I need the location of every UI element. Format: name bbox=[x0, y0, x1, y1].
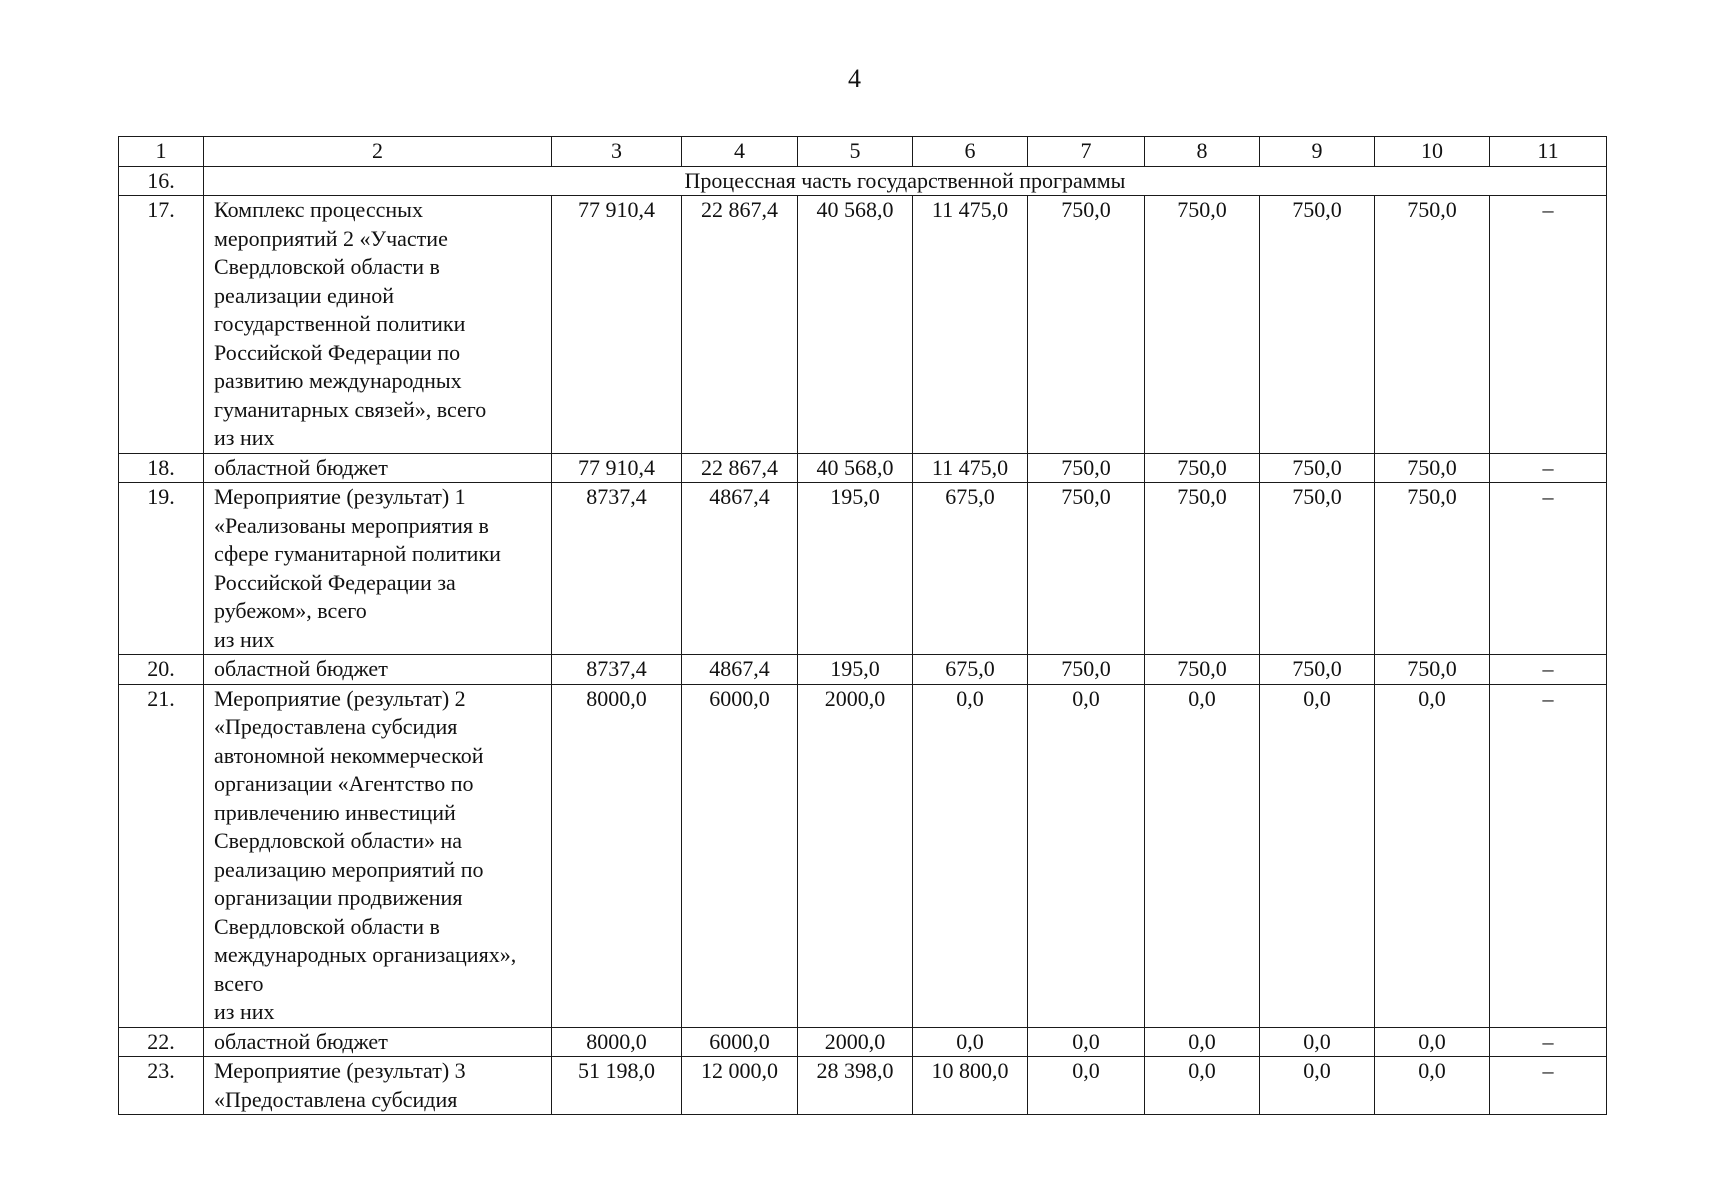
column-number: 8 bbox=[1145, 137, 1260, 167]
value-cell: 22 867,4 bbox=[682, 453, 798, 483]
table-row bbox=[119, 453, 1607, 483]
value-cell: 4867,4 bbox=[682, 483, 798, 655]
value-cell: – bbox=[1490, 196, 1607, 454]
value-cell: 0,0 bbox=[1375, 684, 1490, 1027]
value-cell: 750,0 bbox=[1375, 196, 1490, 454]
value-cell: 8000,0 bbox=[552, 684, 682, 1027]
value-cell: 0,0 bbox=[1145, 1027, 1260, 1057]
value-cell: 750,0 bbox=[1145, 655, 1260, 685]
value-cell: 0,0 bbox=[1145, 684, 1260, 1027]
value-cell: 750,0 bbox=[1028, 196, 1145, 454]
row-number: 20. bbox=[119, 655, 204, 685]
value-cell: 4867,4 bbox=[682, 655, 798, 685]
row-name bbox=[204, 483, 552, 655]
section-row bbox=[119, 166, 1607, 196]
value-cell: 0,0 bbox=[1375, 1057, 1490, 1115]
row-name: Мероприятие (результат) 3 «Предоставлена субсидия bbox=[204, 1057, 552, 1115]
value-cell: 6000,0 bbox=[682, 1027, 798, 1057]
row-number: 19. bbox=[119, 483, 204, 655]
row-sub-text: из них bbox=[214, 999, 275, 1024]
value-cell: 12 000,0 bbox=[682, 1057, 798, 1115]
value-cell: 750,0 bbox=[1260, 483, 1375, 655]
value-cell: – bbox=[1490, 1057, 1607, 1115]
value-cell: 750,0 bbox=[1145, 453, 1260, 483]
value-cell: – bbox=[1490, 1027, 1607, 1057]
value-cell: 750,0 bbox=[1145, 483, 1260, 655]
value-cell: 750,0 bbox=[1375, 453, 1490, 483]
row-name: областной бюджет bbox=[204, 453, 552, 483]
column-number: 5 bbox=[798, 137, 913, 167]
value-cell: 750,0 bbox=[1375, 655, 1490, 685]
value-cell: 51 198,0 bbox=[552, 1057, 682, 1115]
value-cell: 750,0 bbox=[1028, 655, 1145, 685]
value-cell: 0,0 bbox=[1375, 1027, 1490, 1057]
value-cell: 750,0 bbox=[1028, 483, 1145, 655]
column-number: 7 bbox=[1028, 137, 1145, 167]
value-cell: 675,0 bbox=[913, 483, 1028, 655]
value-cell: 0,0 bbox=[1260, 1057, 1375, 1115]
column-number: 4 bbox=[682, 137, 798, 167]
section-title: Процессная часть государственной программы bbox=[204, 166, 1607, 196]
row-number: 16. bbox=[119, 166, 204, 196]
value-cell: 28 398,0 bbox=[798, 1057, 913, 1115]
table-row bbox=[119, 684, 1607, 1027]
value-cell: – bbox=[1490, 453, 1607, 483]
value-cell: 750,0 bbox=[1145, 196, 1260, 454]
table-row bbox=[119, 655, 1607, 685]
value-cell: 750,0 bbox=[1260, 453, 1375, 483]
value-cell: 0,0 bbox=[1260, 1027, 1375, 1057]
value-cell: 6000,0 bbox=[682, 684, 798, 1027]
row-name bbox=[204, 196, 552, 454]
value-cell: 11 475,0 bbox=[913, 453, 1028, 483]
table-row bbox=[119, 196, 1607, 454]
row-name: областной бюджет bbox=[204, 1027, 552, 1057]
value-cell: – bbox=[1490, 483, 1607, 655]
column-number: 9 bbox=[1260, 137, 1375, 167]
value-cell: 195,0 bbox=[798, 483, 913, 655]
column-number: 10 bbox=[1375, 137, 1490, 167]
value-cell: 0,0 bbox=[1028, 1057, 1145, 1115]
row-number: 17. bbox=[119, 196, 204, 454]
table-row bbox=[119, 483, 1607, 655]
value-cell: 8000,0 bbox=[552, 1027, 682, 1057]
value-cell: 22 867,4 bbox=[682, 196, 798, 454]
value-cell: – bbox=[1490, 684, 1607, 1027]
row-number: 22. bbox=[119, 1027, 204, 1057]
row-sub-text: из них bbox=[214, 626, 275, 652]
column-number: 3 bbox=[552, 137, 682, 167]
value-cell: 0,0 bbox=[1028, 684, 1145, 1027]
value-cell: 2000,0 bbox=[798, 1027, 913, 1057]
value-cell: 10 800,0 bbox=[913, 1057, 1028, 1115]
value-cell: 11 475,0 bbox=[913, 196, 1028, 454]
value-cell: 750,0 bbox=[1375, 483, 1490, 655]
row-number: 21. bbox=[119, 684, 204, 1027]
value-cell: 750,0 bbox=[1260, 196, 1375, 454]
value-cell: 40 568,0 bbox=[798, 196, 913, 454]
row-name: областной бюджет bbox=[204, 655, 552, 685]
row-number: 23. bbox=[119, 1057, 204, 1115]
budget-table bbox=[118, 136, 1607, 1115]
value-cell: 0,0 bbox=[1145, 1057, 1260, 1115]
table-row bbox=[119, 1057, 1607, 1115]
value-cell: 0,0 bbox=[1260, 684, 1375, 1027]
column-number: 2 bbox=[204, 137, 552, 167]
value-cell: 0,0 bbox=[1028, 1027, 1145, 1057]
column-number: 6 bbox=[913, 137, 1028, 167]
value-cell: 0,0 bbox=[913, 684, 1028, 1027]
row-name-text: Мероприятие (результат) 1 «Реализованы мероприятия в сфере гуманитарной политики Российской Федерации за рубежом», всего bbox=[214, 484, 501, 623]
value-cell: 8737,4 bbox=[552, 483, 682, 655]
page-number: 4 bbox=[848, 64, 861, 93]
column-number: 1 bbox=[119, 137, 204, 167]
value-cell: – bbox=[1490, 655, 1607, 685]
value-cell: 0,0 bbox=[913, 1027, 1028, 1057]
row-name-text: Комплекс процессных мероприятий 2 «Участие Свердловской области в реализации единой государственной политики Российской Федерации по развитию международных гуманитарных связей», всего bbox=[214, 197, 487, 422]
value-cell: 750,0 bbox=[1028, 453, 1145, 483]
table-row bbox=[119, 1027, 1607, 1057]
value-cell: 2000,0 bbox=[798, 684, 913, 1027]
column-number-row bbox=[119, 137, 1607, 167]
row-name-text: Мероприятие (результат) 2 «Предоставлена субсидия автономной некоммерческой организации «Агентство по привлечению инвестиций Свердловской области» на реализацию мероприятий по организации продвижения Свердловской области в международных организациях», всего bbox=[214, 685, 517, 996]
value-cell: 77 910,4 bbox=[552, 196, 682, 454]
column-number: 11 bbox=[1490, 137, 1607, 167]
value-cell: 750,0 bbox=[1260, 655, 1375, 685]
row-number: 18. bbox=[119, 453, 204, 483]
row-sub-text: из них bbox=[214, 425, 275, 450]
value-cell: 195,0 bbox=[798, 655, 913, 685]
value-cell: 675,0 bbox=[913, 655, 1028, 685]
value-cell: 77 910,4 bbox=[552, 453, 682, 483]
row-name bbox=[204, 684, 552, 1027]
value-cell: 8737,4 bbox=[552, 655, 682, 685]
value-cell: 40 568,0 bbox=[798, 453, 913, 483]
